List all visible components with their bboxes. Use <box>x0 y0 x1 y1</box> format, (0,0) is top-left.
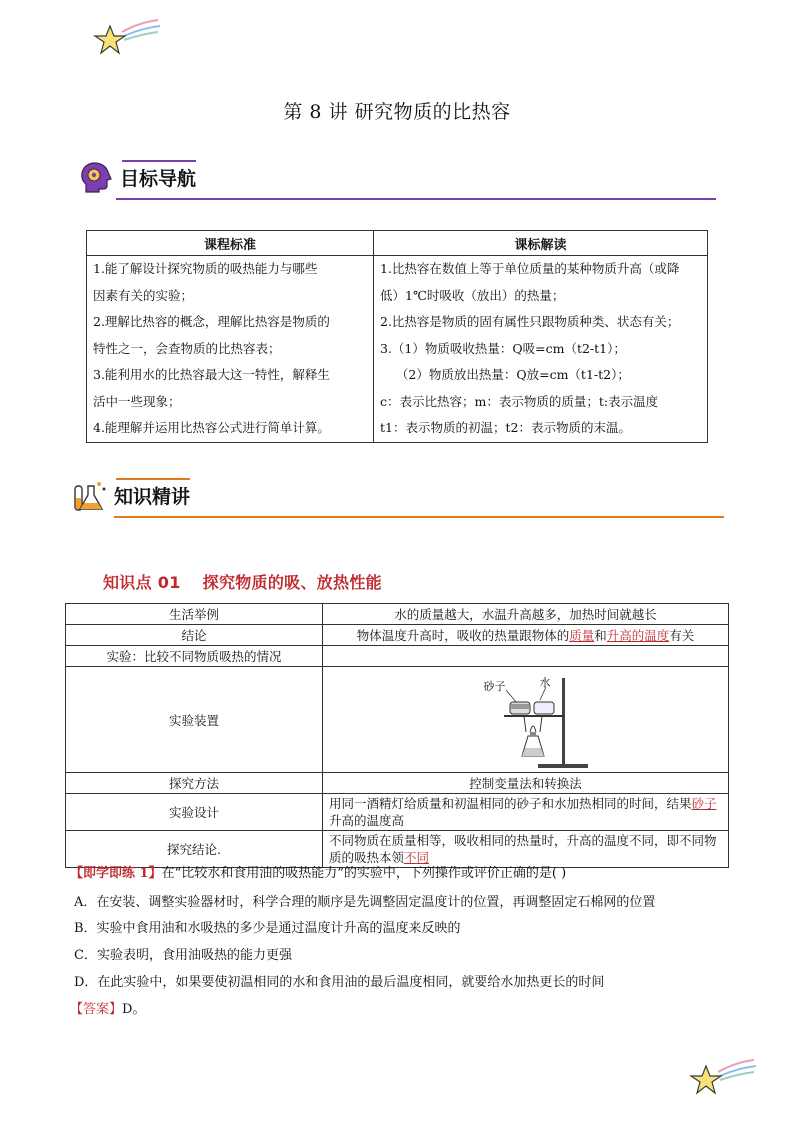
table-row <box>66 794 729 831</box>
list-item: 特性之一，会查物质的比热容表； <box>93 340 281 356</box>
list-item: 1.比热容在数值上等于单位质量的某种物质升高（或降 <box>380 261 680 276</box>
section-top-rule <box>122 160 196 162</box>
option-c: C．实验表明，食用油吸热的能力更强 <box>74 948 292 963</box>
experiment-apparatus-illustration <box>484 670 604 770</box>
standards-table <box>86 230 708 443</box>
text: 用同一酒精灯给质量和初温相同的砂子和水加热相同的时间，结果 <box>329 796 692 811</box>
answer-fill: 不同 <box>404 850 430 865</box>
row-value: 水的质量越大，水温升高越多，加热时间就越长 <box>323 604 729 625</box>
section-title: 目标导航 <box>120 168 197 190</box>
row-value: 控制变量法和转换法 <box>323 773 729 794</box>
row-label: 实验设计 <box>66 794 323 831</box>
page-title: 第 8 讲 研究物质的比热容 <box>283 101 511 123</box>
table-row <box>66 646 729 667</box>
section-title: 知识精讲 <box>114 486 191 508</box>
knowledge-table <box>65 603 729 868</box>
decorative-star-icon <box>92 18 162 58</box>
section-header-knowledge <box>72 478 724 518</box>
answer-line <box>70 998 145 1017</box>
row-label: 探究方法 <box>66 773 323 794</box>
list-item: 3.（1）物质吸收热量：Q吸=cm（t2-t1）； <box>380 340 626 356</box>
row-label: 生活举例 <box>66 604 323 625</box>
answer-fill: 砂子 <box>691 796 717 811</box>
table-row <box>66 604 729 625</box>
section-divider <box>114 516 724 518</box>
list-item: 活中一些现象； <box>93 393 181 409</box>
apparatus-cell <box>323 667 729 773</box>
row-value <box>323 794 729 831</box>
row-value <box>323 646 729 667</box>
exercise-tag: 【即学即练 1】 <box>70 866 162 881</box>
option-a: A．在安装、调整实验器材时，科学合理的顺序是先调整固定温度计的位置，再调整固定石棉网的位置 <box>74 895 656 910</box>
section-top-rule <box>116 478 190 480</box>
list-item: 低）1℃时吸收（放出）的热量； <box>380 287 565 303</box>
row-label: 探究结论. <box>66 831 323 868</box>
list-item: 1.能了解设计探究物质的吸热能力与哪些 <box>93 261 318 276</box>
row-label: 结论 <box>66 625 323 646</box>
table-row <box>66 667 729 773</box>
table-row <box>66 625 729 646</box>
list-item: 2.理解比热容的概念，理解比热容是物质的 <box>93 314 330 329</box>
list-item: c：表示比热容；m：表示物质的质量；t:表示温度 <box>380 393 659 409</box>
head-gear-icon <box>78 160 114 196</box>
knowledge-point-title <box>103 570 404 593</box>
header-course-standard: 课程标准 <box>87 231 374 256</box>
answer-fill: 质量 <box>569 628 595 643</box>
knowledge-point-number: 知识点 01 <box>103 573 181 592</box>
row-label: 实验装置 <box>66 667 323 773</box>
course-standard-cell <box>87 256 374 443</box>
water-label: 水 <box>539 675 551 689</box>
text: 物体温度升高时，吸收的热量跟物体的 <box>356 628 570 643</box>
text: 和 <box>594 628 607 643</box>
list-item: 因素有关的实验； <box>93 287 194 303</box>
exercise-question <box>70 862 730 881</box>
decorative-star-icon <box>688 1058 758 1098</box>
answer-text: D。 <box>122 1002 146 1017</box>
sand-label: 砂子 <box>483 679 506 693</box>
question-text: 在“比较水和食用油的吸热能力”的实验中，下列操作或评价正确的是( ) <box>161 866 567 881</box>
row-value <box>323 625 729 646</box>
option-b: B．实验中食用油和水吸热的多少是通过温度计升高的温度来反映的 <box>74 921 461 936</box>
list-item: 3.能利用水的比热容最大这一特性，解释生 <box>93 367 330 382</box>
header-standard-interpretation: 课标解读 <box>374 231 708 256</box>
knowledge-point-name: 探究物质的吸、放热性能 <box>202 573 382 592</box>
text: 有关 <box>669 628 695 643</box>
table-row <box>66 773 729 794</box>
option-d: D．在此实验中，如果要使初温相同的水和食用油的最后温度相同，就要给水加热更长的时间 <box>74 975 605 990</box>
lab-flask-icon <box>72 478 108 514</box>
apparatus-figure <box>484 670 604 770</box>
interpretation-cell <box>374 256 708 443</box>
list-item: （2）物质放出热量：Q放=cm（t1-t2）； <box>380 367 630 382</box>
answer-tag: 【答案】 <box>70 1002 123 1017</box>
answer-fill: 升高的温度 <box>606 628 670 643</box>
text: 不同物质在质量相等，吸收相同的热量时，升高的温度不同，即不同物质的吸热本领 <box>329 833 717 865</box>
section-header-goals <box>78 160 718 200</box>
text: 升高的温度高 <box>329 813 405 828</box>
section-divider <box>116 198 716 200</box>
list-item: t1：表示物质的初温；t2：表示物质的末温。 <box>380 420 631 435</box>
row-label: 实验：比较不同物质吸热的情况 <box>66 646 323 667</box>
list-item: 4.能理解并运用比热容公式进行简单计算。 <box>93 420 330 435</box>
list-item: 2.比热容是物质的固有属性只跟物质种类、状态有关； <box>380 314 680 329</box>
